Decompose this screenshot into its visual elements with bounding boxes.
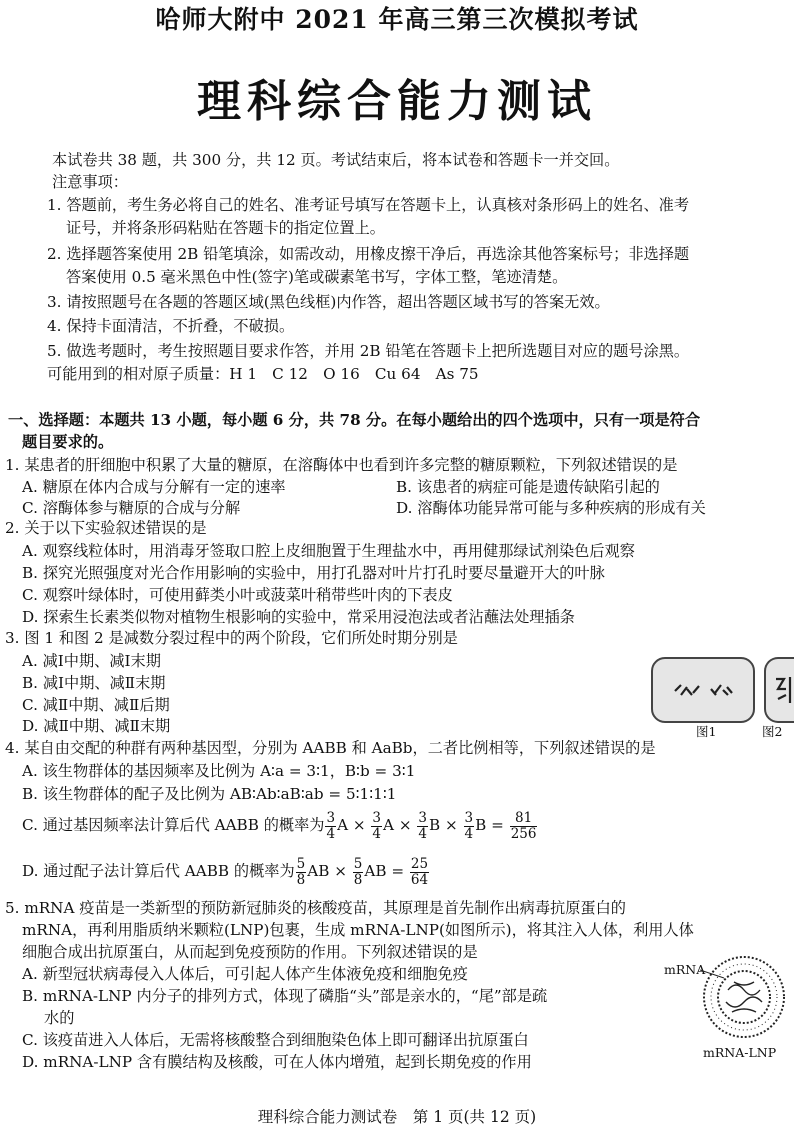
q5-stem-2: mRNA，再利用脂质纳米颗粒(LNP)包裹，生成 mRNA-LNP(如图所示)，将其注入人体，利用人体	[22, 921, 694, 939]
q4-option-c	[22, 808, 538, 842]
note-5: 5. 做选考题时，考生按照题目要求作答，并用 2B 铅笔在答题卡上把所选题目对应的题号涂黑。	[47, 342, 690, 360]
denominator: 4	[464, 825, 474, 842]
page-footer: 理科综合能力测试卷 第 1 页(共 12 页)	[257, 1108, 537, 1126]
fraction	[353, 857, 364, 888]
numerator: 5	[353, 855, 363, 872]
note-3: 3. 请按照题号在各题的答题区域(黑色线框)内作答，超出答题区域书写的答案无效。	[47, 293, 610, 311]
chromosome-figure-1	[653, 659, 753, 721]
q4-option-a: A. 该生物群体的基因频率及比例为 A∶a = 3∶1，B∶b = 3∶1	[22, 762, 416, 780]
figure-2-image	[764, 657, 794, 723]
note-1-cont: 证号，并将条形码粘贴在答题卡的指定位置上。	[66, 219, 385, 237]
q1-option-a: A. 糖原在体内合成与分解有一定的速率	[22, 478, 286, 496]
q1-option-c: C. 溶酶体参与糖原的合成与分解	[22, 499, 241, 517]
numerator: 3	[326, 809, 336, 826]
chromosome-figure-2	[766, 659, 794, 721]
fraction	[296, 857, 307, 888]
q3-option-c: C. 减Ⅱ中期、减Ⅱ后期	[22, 696, 170, 714]
variable: B	[428, 816, 441, 834]
fraction	[371, 811, 382, 842]
mrna-lnp-diagram	[700, 952, 788, 1042]
q5-option-d: D. mRNA-LNP 含有膜结构及核酸，可在人体内增殖，起到长期免疫的作用	[22, 1053, 532, 1071]
q4-stem: 4. 某自由交配的种群有两种基因型，分别为 AABB 和 AaBb，二者比例相等，下列叙述错误的是	[5, 739, 656, 757]
exam-summary: 本试卷共 38 题，共 300 分，共 12 页。考试结束后，将本试卷和答题卡一并交回。	[52, 151, 620, 169]
q4-option-d-text: D. 通过配子法计算后代 AABB 的概率为	[22, 862, 295, 880]
note-1: 1. 答题前，考生务必将自己的姓名、准考证号填写在答题卡上，认真核对条形码上的姓名、准考	[47, 196, 690, 214]
figure-1-caption: 图1	[696, 724, 717, 739]
times-sign: ×	[444, 816, 458, 834]
section-heading: 一、选择题：本题共 13 小题，每小题 6 分，共 78 分。在每小题给出的四个选项中，只有一项是符合	[8, 411, 701, 429]
q3-option-b: B. 减Ⅰ中期、减Ⅱ末期	[22, 674, 166, 692]
q5-option-c: C. 该疫苗进入人体后，无需将核酸整合到细胞染色体上即可翻译出抗原蛋白	[22, 1031, 529, 1049]
variable: AB	[364, 862, 387, 880]
q1-stem: 1. 某患者的肝细胞中积累了大量的糖原，在溶酶体中也看到许多完整的糖原颗粒，下列叙述错误的是	[5, 456, 678, 474]
denominator: 4	[326, 825, 336, 842]
note-2-cont: 答案使用 0.5 毫米黑色中性(签字)笔或碳素笔书写，字体工整，笔迹清楚。	[66, 268, 568, 286]
numerator: 81	[510, 811, 538, 827]
figure-1-image	[651, 657, 755, 723]
q3-option-a: A. 减Ⅰ中期、减Ⅰ末期	[22, 652, 161, 670]
q1-option-b: B. 该患者的病症可能是遗传缺陷引起的	[396, 478, 660, 496]
numerator: 3	[464, 809, 474, 826]
numerator: 3	[372, 809, 382, 826]
denominator: 4	[372, 825, 382, 842]
denominator: 8	[296, 871, 306, 888]
subject-title: 理科综合能力测试	[197, 76, 597, 127]
q3-option-d: D. 减Ⅱ中期、减Ⅱ末期	[22, 717, 171, 735]
q5-option-b: B. mRNA-LNP 内分子的排列方式，体现了磷脂“头”部是亲水的，“尾”部是疏	[22, 987, 548, 1005]
q1-option-d: D. 溶酶体功能异常可能与多种疾病的形成有关	[396, 499, 706, 517]
exam-title: 哈师大附中 2021 年高三第三次模拟考试	[155, 5, 639, 34]
denominator: 64	[410, 871, 429, 888]
q2-option-a: A. 观察线粒体时，用消毒牙签取口腔上皮细胞置于生理盐水中，再用健那绿试剂染色后观察	[22, 542, 635, 560]
q4-option-c-text: C. 通过基因频率法计算后代 AABB 的概率为	[22, 816, 325, 834]
atomic-masses: 可能用到的相对原子质量：H 1 C 12 O 16 Cu 64 As 75	[47, 365, 479, 383]
q5-option-a: A. 新型冠状病毒侵入人体后，可引起人体产生体液免疫和细胞免疫	[22, 965, 468, 983]
q2-option-d: D. 探索生长素类似物对植物生根影响的实验中，常采用浸泡法或者沾蘸法处理插条	[22, 608, 575, 626]
fraction	[464, 811, 475, 842]
q3-stem: 3. 图 1 和图 2 是减数分裂过程中的两个阶段，它们所处时期分别是	[5, 629, 458, 647]
fraction-result	[410, 857, 429, 888]
q2-option-b: B. 探究光照强度对光合作用影响的实验中，用打孔器对叶片打孔时要尽量避开大的叶脉	[22, 564, 605, 582]
numerator: 25	[410, 855, 429, 872]
denominator: 8	[353, 871, 363, 888]
note-2: 2. 选择题答案使用 2B 铅笔填涂，如需改动，用橡皮擦干净后，再选涂其他答案标号；非选择题	[47, 245, 690, 263]
q2-stem: 2. 关于以下实验叙述错误的是	[5, 519, 207, 537]
fraction-result	[510, 811, 538, 842]
times-sign: ×	[334, 862, 347, 880]
notice-title: 注意事项：	[52, 173, 128, 191]
variable: A	[337, 816, 349, 834]
section-heading-cont: 题目要求的。	[22, 433, 114, 451]
variable: A	[383, 816, 394, 834]
note-4: 4. 保持卡面清洁，不折叠，不破损。	[47, 317, 295, 335]
figure-2-caption: 图2	[762, 724, 783, 739]
numerator: 5	[296, 855, 306, 872]
q2-option-c: C. 观察叶绿体时，可使用藓类小叶或菠菜叶稍带些叶肉的下表皮	[22, 586, 453, 604]
numerator: 3	[418, 809, 427, 826]
variable: AB	[307, 862, 330, 880]
equals-sign: =	[491, 816, 504, 834]
q5-stem-1: 5. mRNA 疫苗是一类新型的预防新冠肺炎的核酸疫苗，其原理是首先制作出病毒抗原蛋白的	[5, 899, 626, 917]
times-sign: ×	[352, 816, 366, 834]
fraction	[325, 811, 336, 842]
denominator: 4	[418, 825, 427, 842]
q4-option-d	[22, 854, 430, 888]
equals-sign: =	[391, 862, 405, 880]
figure-mrna-label: mRNA	[664, 962, 706, 977]
q4-option-b: B. 该生物群体的配子及比例为 AB∶Ab∶aB∶ab = 5∶1∶1∶1	[22, 785, 397, 803]
denominator: 256	[510, 825, 537, 842]
q5-stem-3: 细胞合成出抗原蛋白，从而起到免疫预防的作用。下列叙述错误的是	[22, 943, 478, 961]
figure-mrna-lnp-caption: mRNA-LNP	[703, 1045, 777, 1060]
variable: B	[475, 816, 487, 834]
fraction	[417, 811, 428, 842]
times-sign: ×	[398, 816, 412, 834]
q5-option-b-cont: 水的	[44, 1009, 75, 1027]
